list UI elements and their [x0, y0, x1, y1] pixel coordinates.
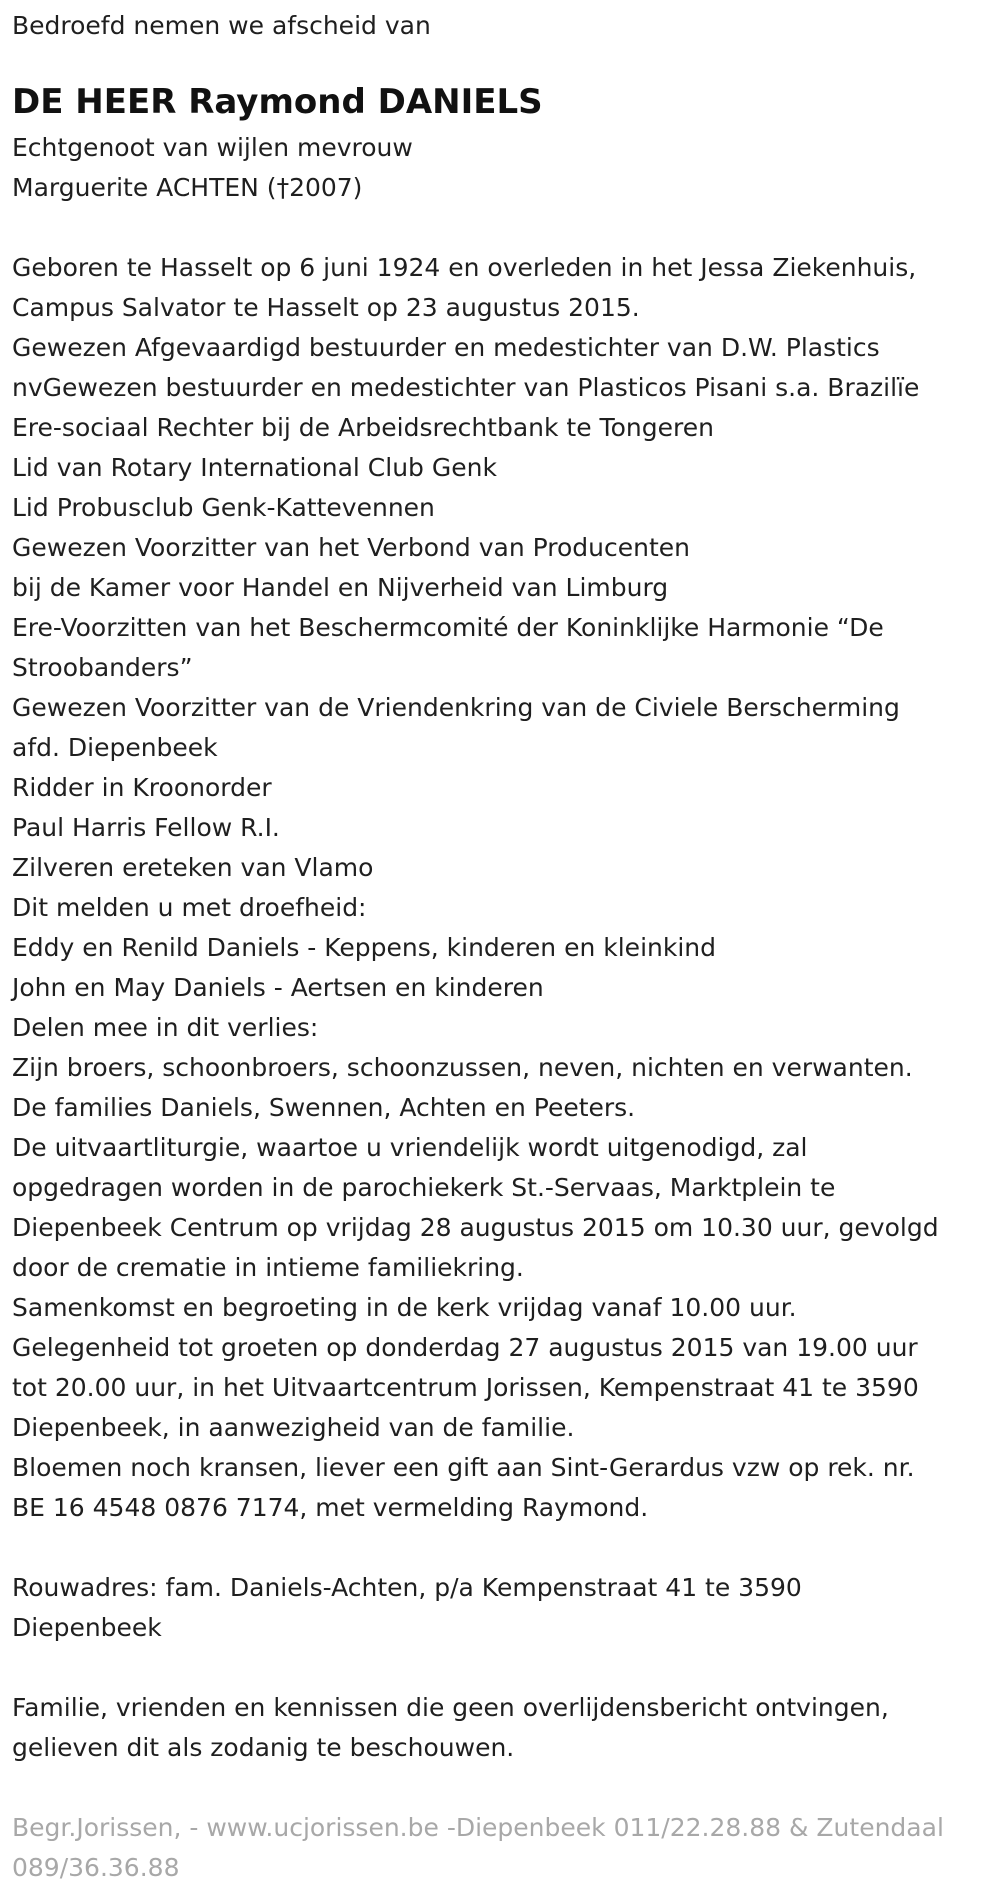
- body-line: nvGewezen bestuurder en medestichter van Plasticos Pisani s.a. Brazilïe: [12, 373, 920, 402]
- obituary-notice: [12, 6, 992, 1888]
- body-line: Lid van Rotary International Club Genk: [12, 453, 497, 482]
- body-line: Delen mee in dit verlies:: [12, 1013, 319, 1042]
- body-line: Diepenbeek, in aanwezigheid van de familie.: [12, 1413, 575, 1442]
- body-line: Samenkomst en begroeting in de kerk vrijdag vanaf 10.00 uur.: [12, 1293, 797, 1322]
- spouse-line: Echtgenoot van wijlen mevrouw: [12, 133, 413, 162]
- spouse-line: Marguerite ACHTEN (†2007): [12, 173, 363, 202]
- body-line: John en May Daniels - Aertsen en kinderen: [12, 973, 544, 1002]
- mourning-address: [12, 1568, 992, 1648]
- address-line: Diepenbeek: [12, 1613, 162, 1642]
- spacer: [12, 208, 992, 248]
- body-line: Campus Salvator te Hasselt op 23 augustus 2015.: [12, 293, 640, 322]
- body-line: opgedragen worden in de parochiekerk St.-Servaas, Marktplein te: [12, 1173, 836, 1202]
- body-line: Ere-Voorzitten van het Beschermcomité der Koninklijke Harmonie “De: [12, 613, 884, 642]
- address-line: Rouwadres: fam. Daniels-Achten, p/a Kempenstraat 41 te 3590: [12, 1573, 802, 1602]
- body-line: Zijn broers, schoonbroers, schoonzussen, neven, nichten en verwanten.: [12, 1053, 913, 1082]
- body-line: Lid Probusclub Genk-Kattevennen: [12, 493, 435, 522]
- body-line: Bloemen noch kransen, liever een gift aan Sint-Gerardus vzw op rek. nr.: [12, 1453, 915, 1482]
- body-line: Gelegenheid tot groeten op donderdag 27 augustus 2015 van 19.00 uur: [12, 1333, 918, 1362]
- footer-line: Begr.Jorissen, - www.ucjorissen.be -Diepenbeek 011/22.28.88 & Zutendaal: [12, 1813, 944, 1842]
- closing-line: Familie, vrienden en kennissen die geen overlijdensbericht ontvingen,: [12, 1693, 889, 1722]
- closing-note: [12, 1688, 992, 1768]
- body-line: De families Daniels, Swennen, Achten en Peeters.: [12, 1093, 636, 1122]
- funeral-home-footer: [12, 1808, 992, 1888]
- body-line: Diepenbeek Centrum op vrijdag 28 augustus 2015 om 10.30 uur, gevolgd: [12, 1213, 939, 1242]
- spacer: [12, 1768, 992, 1808]
- body-line: tot 20.00 uur, in het Uitvaartcentrum Jorissen, Kempenstraat 41 te 3590: [12, 1373, 919, 1402]
- spacer: [12, 1648, 992, 1688]
- deceased-name: DE HEER Raymond DANIELS: [12, 82, 543, 122]
- body-line: Dit melden u met droefheid:: [12, 893, 367, 922]
- body-line: door de crematie in intieme familiekring.: [12, 1253, 524, 1282]
- body-line: Paul Harris Fellow R.I.: [12, 813, 280, 842]
- body-line: Stroobanders”: [12, 653, 193, 682]
- body-line: Zilveren ereteken van Vlamo: [12, 853, 374, 882]
- obituary-body: [12, 248, 992, 1528]
- body-line: Ridder in Kroonorder: [12, 773, 272, 802]
- body-line: bij de Kamer voor Handel en Nijverheid van Limburg: [12, 573, 669, 602]
- body-line: Ere-sociaal Rechter bij de Arbeidsrechtbank te Tongeren: [12, 413, 714, 442]
- body-line: Gewezen Afgevaardigd bestuurder en medestichter van D.W. Plastics: [12, 333, 880, 362]
- body-line: De uitvaartliturgie, waartoe u vriendelijk wordt uitgenodigd, zal: [12, 1133, 808, 1162]
- closing-line: gelieven dit als zodanig te beschouwen.: [12, 1733, 515, 1762]
- body-line: Gewezen Voorzitter van de Vriendenkring van de Civiele Berscherming: [12, 693, 900, 722]
- body-line: afd. Diepenbeek: [12, 733, 218, 762]
- spacer: [12, 1528, 992, 1568]
- intro-text: Bedroefd nemen we afscheid van: [12, 11, 431, 40]
- footer-line: 089/36.36.88: [12, 1853, 180, 1882]
- body-line: Gewezen Voorzitter van het Verbond van Producenten: [12, 533, 690, 562]
- body-line: Geboren te Hasselt op 6 juni 1924 en overleden in het Jessa Ziekenhuis,: [12, 253, 917, 282]
- spouse-section: [12, 128, 992, 208]
- body-line: BE 16 4548 0876 7174, met vermelding Raymond.: [12, 1493, 649, 1522]
- body-line: Eddy en Renild Daniels - Keppens, kinderen en kleinkind: [12, 933, 716, 962]
